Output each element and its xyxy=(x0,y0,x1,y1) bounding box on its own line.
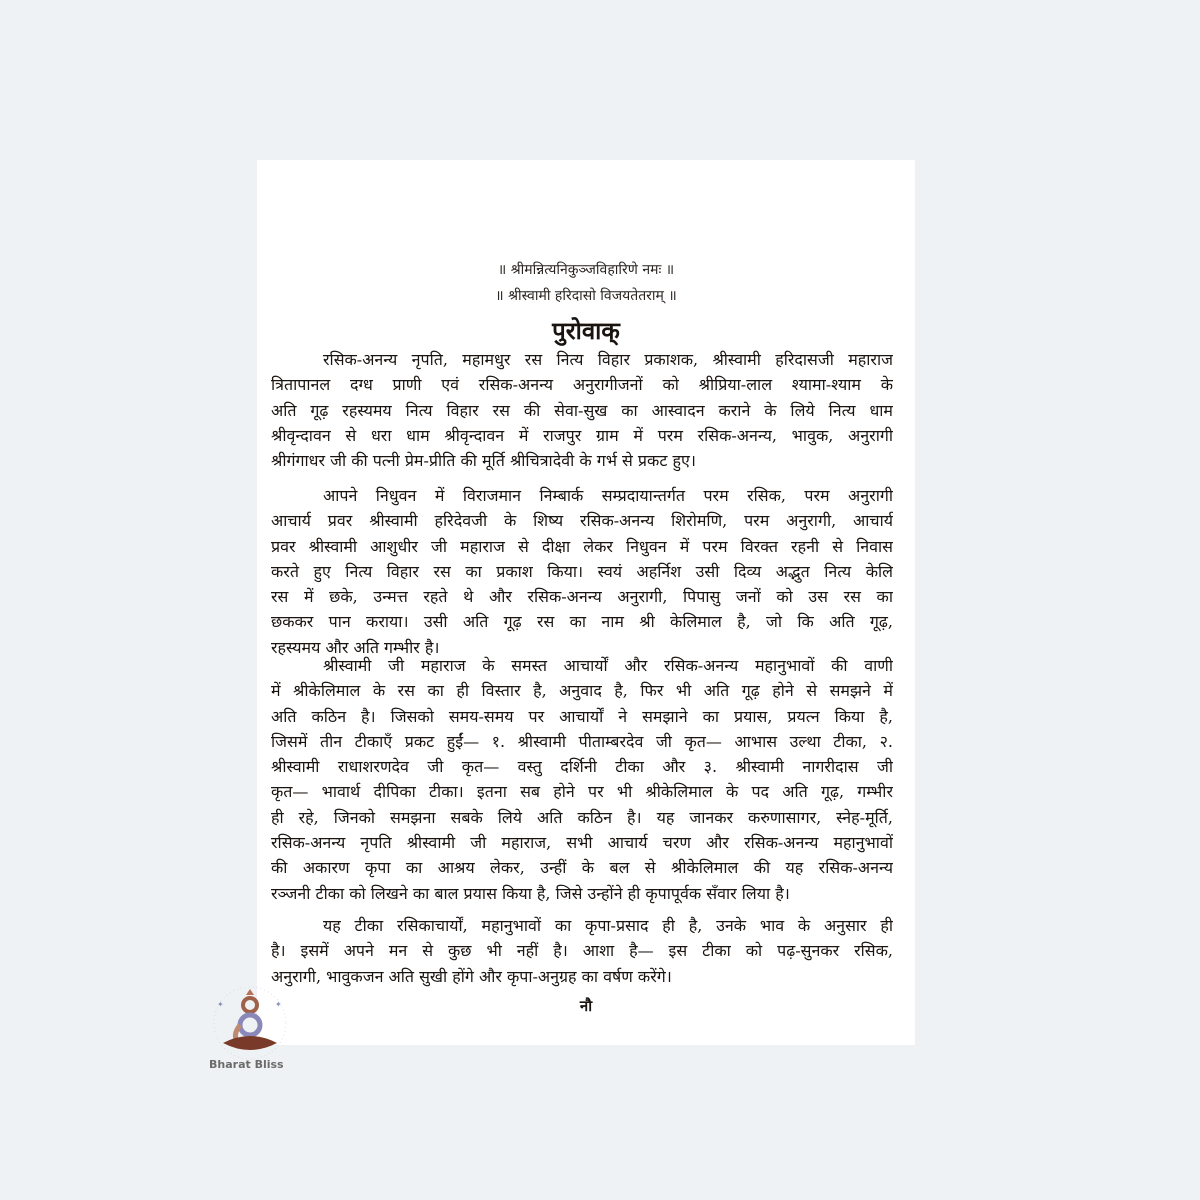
svg-text:✦: ✦ xyxy=(217,1000,224,1009)
text-line: आचार्य प्रवर श्रीस्वामी हरिदेवजी के शिष्य रसिक-अनन्य शिरोमणि, परम अनुरागी, आचार्य xyxy=(271,511,893,531)
text-line: रसिक-अनन्य नृपति, महामधुर रस नित्य विहार प्रकाशक, श्रीस्वामी हरिदासजी महाराज xyxy=(323,350,893,369)
invocation-line-2: ॥ श्रीस्वामी हरिदासो विजयतेतराम् ॥ xyxy=(495,288,677,304)
text-line: में श्रीकेलिमाल के रस का ही विस्तार है, अनुवाद है, फिर भी अति गूढ़ होने से समझने में xyxy=(271,681,893,701)
text-line: अनुरागी, भावुकजन अति सुखी होंगे और कृपा-अनुग्रह का वर्षण करेंगे। xyxy=(271,966,672,986)
paragraph-1 xyxy=(271,347,893,473)
text-line: त्रितापानल दग्ध प्राणी एवं रसिक-अनन्य अनुरागीजनों को श्रीप्रिया-लाल श्यामा-श्याम के xyxy=(271,375,893,395)
text-line: अति कठिन है। जिसको समय-समय पर आचार्यों ने समझाने का प्रयास, प्रयत्न किया है, xyxy=(271,706,893,726)
text-line: करते हुए नित्य विहार रस का प्रकाश किया। स्वयं अहर्निश उसी दिव्य अद्भुत नित्य केलि xyxy=(271,561,893,581)
text-line: प्रवर श्रीस्वामी आशुधीर जी महाराज से दीक्षा लेकर निधुवन में परम विरक्त रहनी से निवास xyxy=(271,536,893,556)
page-number: नौ xyxy=(579,997,593,1015)
text-line: छककर पान कराया। उसी अति गूढ़ रस का नाम श्री केलिमाल है, जो कि अति गूढ़, xyxy=(271,612,893,632)
text-line: श्रीस्वामी राधाशरणदेव जी कृत— वस्तु दर्शिनी टीका और ३. श्रीस्वामी नागरीदास जी xyxy=(271,757,893,777)
text-line: श्रीगंगाधर जी की पत्नी प्रेम-प्रीति की मूर्ति श्रीचित्रादेवी के गर्भ से प्रकट हुए। xyxy=(271,451,696,471)
svg-text:✦: ✦ xyxy=(275,1000,282,1009)
invocation-line-1: ॥ श्रीमन्नित्यनिकुञ्जविहारिणे नमः ॥ xyxy=(497,262,675,278)
paragraph-3 xyxy=(271,653,893,906)
text-line: कृत— भावार्थ दीपिका टीका। इतना सब होने पर भी श्रीकेलिमाल के पद अति गूढ़, गम्भीर xyxy=(271,782,893,802)
page-title: पुरोवाक् xyxy=(552,316,620,345)
text-line: अति गूढ़ रहस्यमय नित्य विहार रस की सेवा-सुख का आस्वादन कराने के लिये नित्य धाम xyxy=(271,400,893,420)
text-line: जिसमें तीन टीकाएँ प्रकट हुईं— १. श्रीस्वामी पीताम्बरदेव जी कृत— आभास उल्था टीका, २. xyxy=(271,731,893,751)
paragraph-2 xyxy=(271,483,893,660)
text-line: रस में छके, उन्मत्त रहते थे और रसिक-अनन्य अनुरागी, पिपासु जनों को उस रस का xyxy=(271,587,893,607)
text-line: है। इसमें अपने मन से कुछ भी नहीं है। आशा है— इस टीका को पढ़-सुनकर रसिक, xyxy=(271,941,893,961)
text-line: श्रीस्वामी जी महाराज के समस्त आचार्यों और रसिक-अनन्य महानुभावों की वाणी xyxy=(323,656,893,675)
text-line: आपने निधुवन में विराजमान निम्बार्क सम्प्रदायान्तर्गत परम रसिक, परम अनुरागी xyxy=(323,486,893,505)
text-line: श्रीवृन्दावन से धरा धाम श्रीवृन्दावन में राजपुर ग्राम में परम रसिक-अनन्य, भावुक, अनुरागी xyxy=(271,425,893,445)
text-line: की अकारण कृपा का आश्रय लेकर, उन्हीं के बल से श्रीकेलिमाल की यह रसिक-अनन्य xyxy=(271,858,893,878)
text-line: ही रहे, जिनको समझना सबके लिये अति कठिन है। यह जानकर करुणासागर, स्नेह-मूर्ति, xyxy=(271,807,893,827)
document-page xyxy=(257,160,915,1045)
text-line: रञ्जनी टीका को लिखने का बाल प्रयास किया है, जिसे उन्होंने ही कृपापूर्वक सँवार लिया है। xyxy=(271,883,790,903)
paragraph-4 xyxy=(271,913,893,989)
text-line: रहस्यमय और अति गम्भीर है। xyxy=(271,637,440,657)
bharat-bliss-logo-icon xyxy=(205,985,295,1060)
text-line: यह टीका रसिकाचार्यों, महानुभावों का कृपा-प्रसाद ही है, उनके भाव के अनुसार ही xyxy=(323,916,893,935)
text-line: रसिक-अनन्य नृपति श्रीस्वामी जी महाराज, सभी आचार्य चरण और रसिक-अनन्य महानुभावों xyxy=(271,833,893,853)
brand-watermark-text: Bharat Bliss xyxy=(209,1058,284,1071)
